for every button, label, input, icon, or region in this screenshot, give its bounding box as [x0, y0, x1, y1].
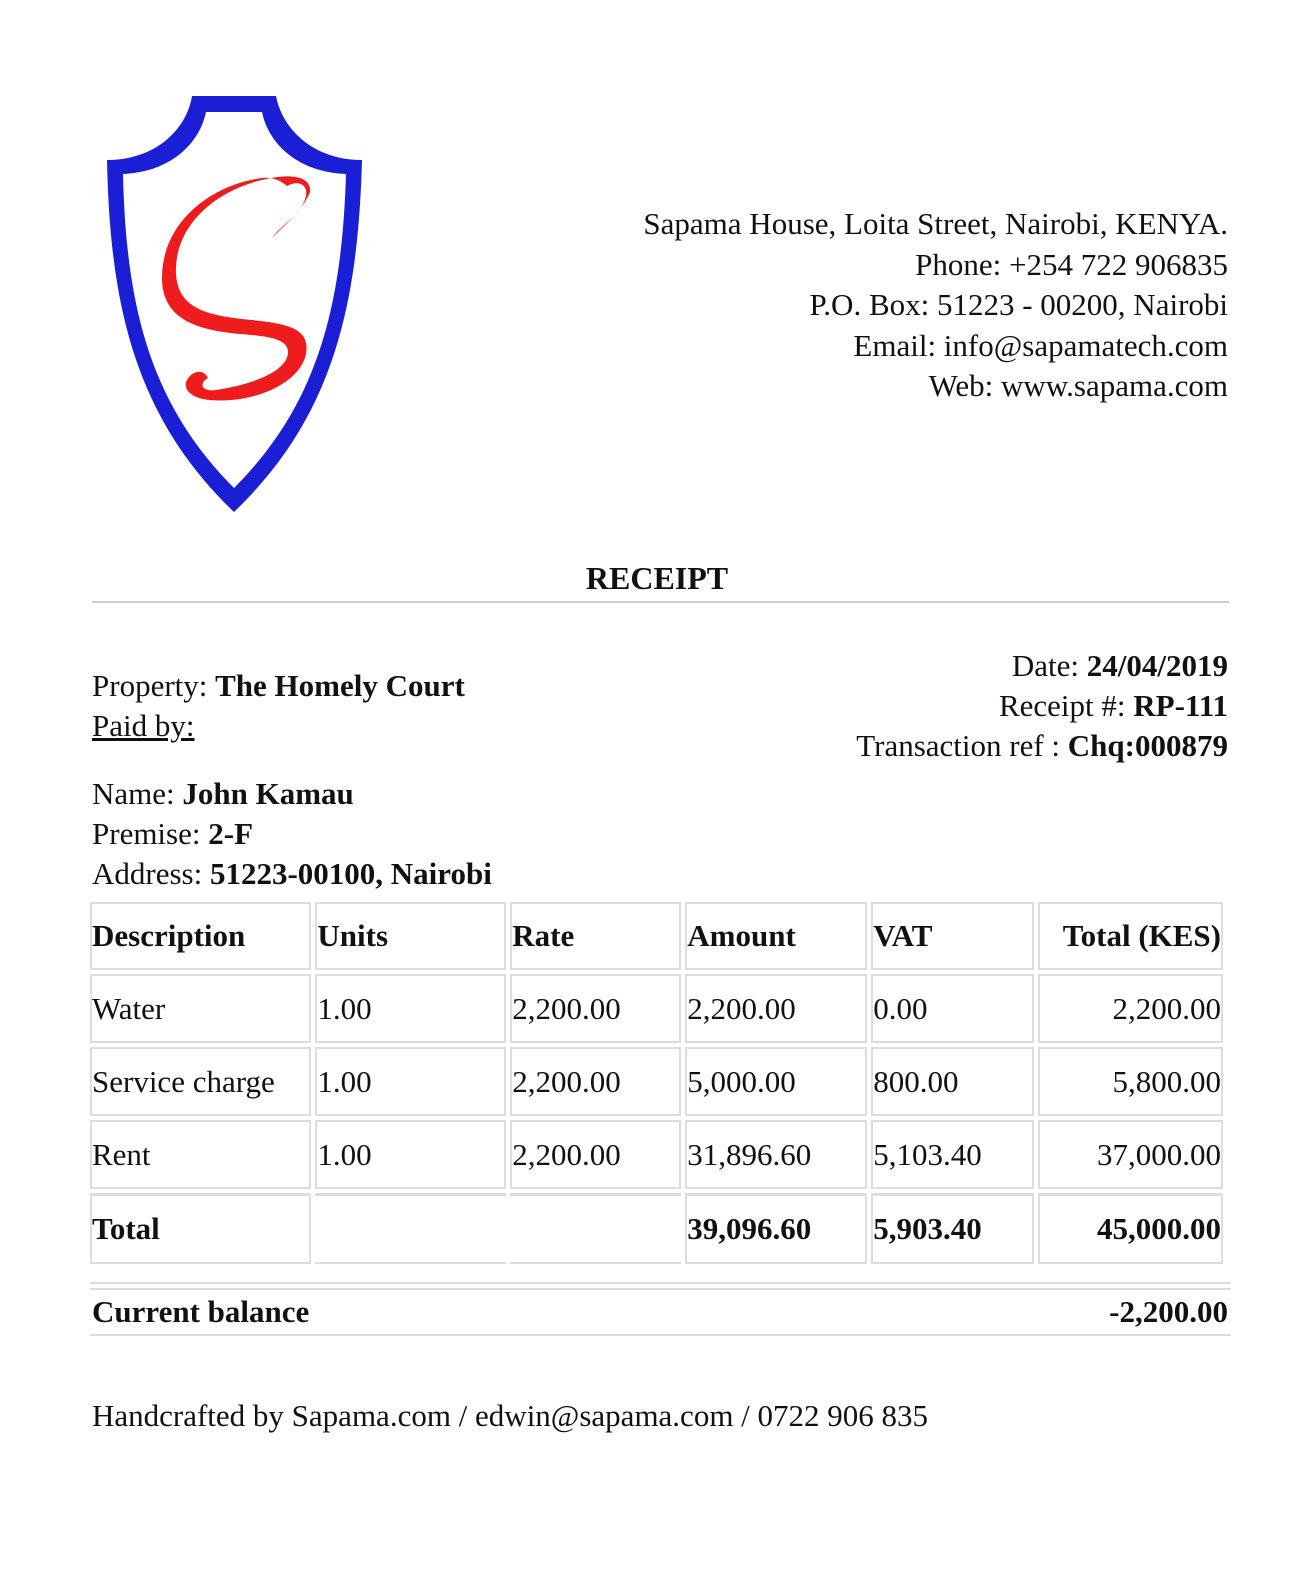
- table-cell: 800.00: [871, 1047, 1034, 1116]
- page-title: RECEIPT: [585, 560, 729, 596]
- column-header: Total (KES): [1038, 902, 1223, 970]
- tenant-premise-line: [92, 814, 492, 854]
- table-row: [90, 1120, 1223, 1189]
- tenant-name-value: John Kamau: [182, 776, 354, 811]
- company-address: Sapama House, Loita Street, Nairobi, KENYA.: [643, 206, 1228, 241]
- tenant-info: [92, 774, 492, 894]
- balance-divider: [90, 1282, 1231, 1284]
- column-header: Amount: [685, 902, 867, 970]
- current-balance-value: -2,200.00: [1109, 1294, 1228, 1329]
- table-cell: Rent: [90, 1120, 311, 1189]
- date-value: 24/04/2019: [1086, 648, 1228, 683]
- table-cell: 37,000.00: [1038, 1120, 1223, 1189]
- date-label: Date:: [1011, 648, 1080, 683]
- tenant-address-line: [92, 854, 492, 894]
- table-cell: 2,200.00: [685, 974, 867, 1043]
- receipt-number-label: Receipt #:: [998, 688, 1126, 723]
- table-cell: 5,800.00: [1038, 1047, 1223, 1116]
- property-label: Property:: [92, 668, 208, 703]
- company-contact-block: [643, 204, 1228, 407]
- tenant-address-label: Address:: [92, 856, 203, 891]
- empty-cell: [510, 1193, 681, 1264]
- company-pobox: P.O. Box: 51223 - 00200, Nairobi: [809, 287, 1228, 322]
- column-header: Rate: [510, 902, 681, 970]
- table-cell: 0.00: [871, 974, 1034, 1043]
- table-row: [90, 1047, 1223, 1116]
- property-value: The Homely Court: [215, 668, 465, 703]
- transaction-ref-label: Transaction ref :: [856, 728, 1061, 763]
- table-row: [90, 974, 1223, 1043]
- table-cell: 31,896.60: [685, 1120, 867, 1189]
- property-info: [92, 666, 465, 746]
- column-header: VAT: [871, 902, 1034, 970]
- table-cell: 2,200.00: [510, 1120, 681, 1189]
- paid-by-label: Paid by:: [92, 708, 195, 743]
- receipt-info: [856, 646, 1228, 766]
- table-cell: 5,103.40: [871, 1120, 1034, 1189]
- table-cell: 2,200.00: [1038, 974, 1223, 1043]
- table-cell: 2,200.00: [510, 1047, 681, 1116]
- property-line: [92, 666, 465, 706]
- table-header-row: [90, 902, 1223, 970]
- total-kes: 45,000.00: [1038, 1193, 1223, 1264]
- table-cell: 2,200.00: [510, 974, 681, 1043]
- total-vat: 5,903.40: [871, 1193, 1034, 1264]
- balance-divider: [90, 1334, 1231, 1336]
- transaction-ref-line: [856, 726, 1228, 766]
- current-balance-label: Current balance: [92, 1294, 310, 1329]
- table-cell: Water: [90, 974, 311, 1043]
- table-cell: 1.00: [315, 1120, 506, 1189]
- receipt-number-value: RP-111: [1133, 688, 1228, 723]
- empty-cell: [315, 1193, 506, 1264]
- title-divider: [92, 601, 1229, 603]
- tenant-premise-label: Premise:: [92, 816, 201, 851]
- total-amount: 39,096.60: [685, 1193, 867, 1264]
- table-cell: 1.00: [315, 1047, 506, 1116]
- balance-divider: [90, 1288, 1231, 1290]
- shield-s-logo-icon: [92, 88, 377, 524]
- date-line: [856, 646, 1228, 686]
- company-email: Email: info@sapamatech.com: [853, 327, 1228, 363]
- tenant-name-label: Name:: [92, 776, 175, 811]
- table-cell: 1.00: [315, 974, 506, 1043]
- tenant-premise-value: 2-F: [208, 816, 254, 851]
- total-label: Total: [90, 1193, 311, 1264]
- column-header: Units: [315, 902, 506, 970]
- receipt-number-line: [856, 686, 1228, 726]
- transaction-ref-value: Chq:000879: [1067, 728, 1228, 763]
- table-cell: Service charge: [90, 1047, 311, 1116]
- column-header: Description: [90, 902, 311, 970]
- items-table: [86, 898, 1227, 1268]
- footer-credit: Handcrafted by Sapama.com / edwin@sapama.com / 0722 906 835: [92, 1398, 929, 1433]
- company-web: Web: www.sapama.com: [928, 368, 1228, 403]
- table-cell: 5,000.00: [685, 1047, 867, 1116]
- tenant-name-line: [92, 774, 492, 814]
- company-phone: Phone: +254 722 906835: [915, 246, 1228, 282]
- tenant-address-value: 51223-00100, Nairobi: [209, 856, 492, 891]
- total-row: [90, 1193, 1223, 1264]
